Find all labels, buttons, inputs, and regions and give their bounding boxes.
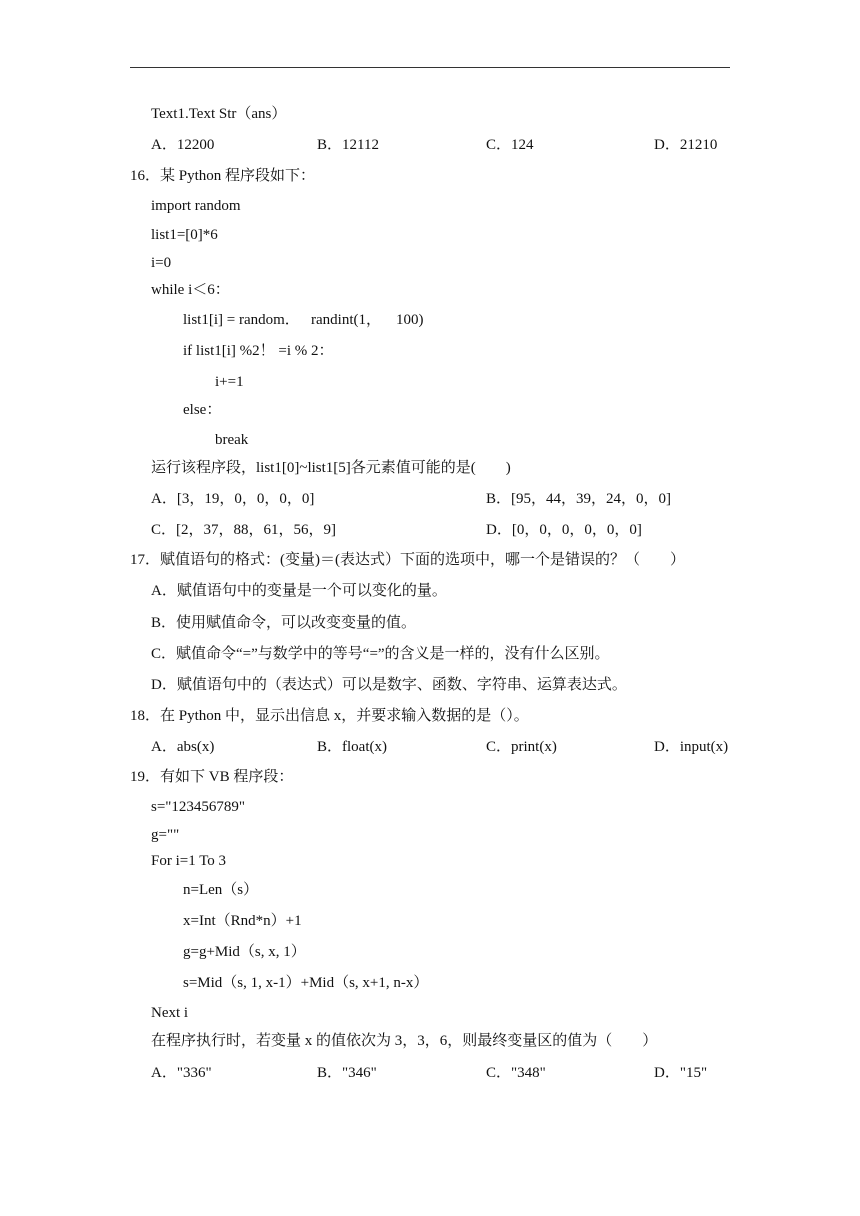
option-c: C．124 (486, 137, 534, 153)
option-b: B．"346" (317, 1065, 377, 1081)
code-line: g="" (151, 827, 180, 843)
option-d: D．赋值语句中的（表达式）可以是数字、函数、字符串、运算表达式。 (151, 677, 627, 693)
option-b: B．12112 (317, 137, 379, 153)
option-d: D．input(x) (654, 739, 729, 755)
option-b: B．使用赋值命令，可以改变变量的值。 (151, 615, 417, 631)
question-16-stem: 16．某 Python 程序段如下： (130, 168, 316, 184)
code-line: i+=1 (215, 374, 244, 390)
option-c: C．赋值命令“=”与数学中的等号“=”的含义是一样的，没有什么区别。 (151, 646, 610, 662)
question-19-stem: 19．有如下 VB 程序段： (130, 769, 294, 785)
code-line: n=Len（s） (183, 882, 259, 898)
question-19-prompt: 在程序执行时，若变量 x 的值依次为 3，3，6，则最终变量区的值为（ ） (151, 1033, 658, 1049)
option-d: D．21210 (654, 137, 718, 153)
code-line: s="123456789" (151, 799, 246, 815)
option-b: B．float(x) (317, 739, 387, 755)
code-line: if list1[i] %2！ =i % 2： (183, 343, 334, 359)
code-line: Next i (151, 1005, 189, 1021)
question-16-prompt: 运行该程序段，list1[0]~list1[5]各元素值可能的是( ) (151, 460, 511, 476)
question-17-stem: 17．赋值语句的格式：(变量)＝(表达式）下面的选项中，哪一个是错误的？（ ） (130, 552, 685, 568)
option-a: A．[3，19，0，0，0，0] (151, 491, 315, 507)
code-line: break (215, 432, 249, 448)
option-b: B．[95，44，39，24，0，0] (486, 491, 671, 507)
option-a: A．abs(x) (151, 739, 215, 755)
question-18-stem: 18．在 Python 中，显示出信息 x，并要求输入数据的是（）。 (130, 708, 529, 724)
text1-line: Text1.Text Str（ans） (151, 106, 287, 122)
code-line: import random (151, 198, 241, 214)
option-a: A．12200 (151, 137, 215, 153)
code-line: while i＜6： (151, 282, 230, 298)
code-line: For i=1 To 3 (151, 853, 227, 869)
option-a: A．赋值语句中的变量是一个可以变化的量。 (151, 583, 447, 599)
code-line: i=0 (151, 255, 172, 271)
code-line: x=Int（Rnd*n）+1 (183, 913, 302, 929)
option-d: D．[0，0，0，0，0，0] (486, 522, 642, 538)
option-a: A．"336" (151, 1065, 212, 1081)
code-line: list1=[0]*6 (151, 227, 218, 243)
option-c: C．"348" (486, 1065, 546, 1081)
option-c: C．[2，37，88，61，56，9] (151, 522, 336, 538)
option-c: C．print(x) (486, 739, 557, 755)
code-line: s=Mid（s, 1, x-1）+Mid（s, x+1, n-x） (183, 975, 429, 991)
code-line: list1[i] = random． randint(1， 100) (183, 312, 424, 328)
header-rule (130, 67, 730, 68)
option-d: D．"15" (654, 1065, 708, 1081)
code-line: else： (183, 402, 222, 418)
code-line: g=g+Mid（s, x, 1） (183, 944, 306, 960)
